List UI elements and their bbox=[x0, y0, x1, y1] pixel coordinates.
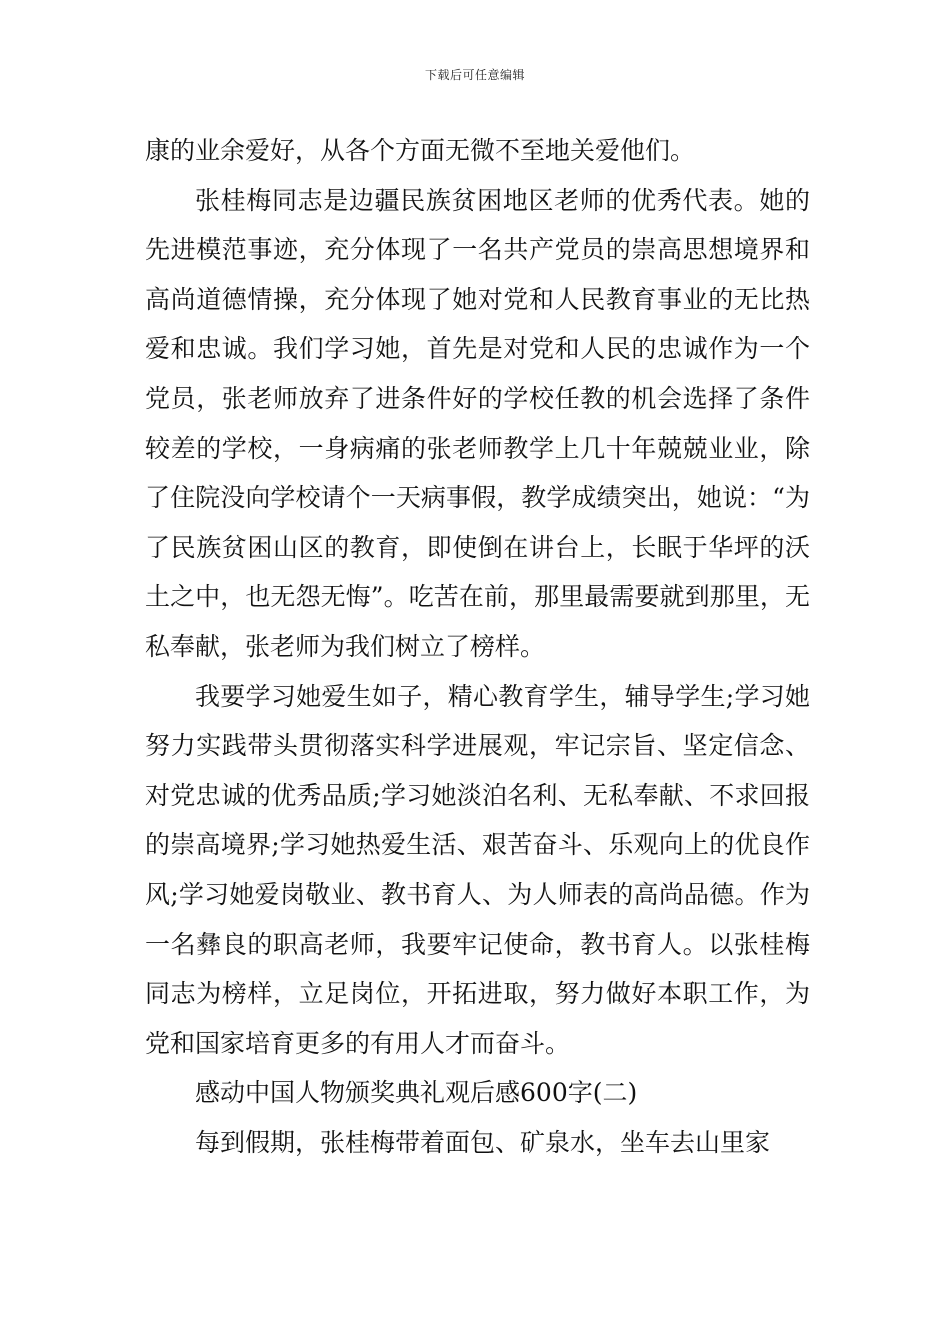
paragraph-3: 我要学习她爱生如子，精心教育学生，辅导学生;学习她努力实践带头贯彻落实科学进展观，牢记宗旨、坚定信念、对党忠诚的优秀品质;学习她淡泊名利、无私奉献、不求回报的崇高境界;学习她热爱生活、艰苦奋斗、乐观向上的优良作风;学习她爱岗敬业、教书育人、为人师表的高尚品德。作为一名彝良的职高老师，我要牢记使命，教书育人。以张桂梅同志为榜样，立足岗位，开拓进取，努力做好本职工作，为党和国家培育更多的有用人才而奋斗。 bbox=[145, 681, 810, 1058]
page-header: 下载后可任意编辑 bbox=[424, 68, 525, 82]
paragraph-4: 每到假期，张桂梅带着面包、矿泉水，坐车去山里家 bbox=[195, 1127, 771, 1157]
section-heading: 感动中国人物颁奖典礼观后感600字(二) bbox=[195, 1078, 638, 1108]
paragraph-2: 张桂梅同志是边疆民族贫困地区老师的优秀代表。她的先进模范事迹，充分体现了一名共产党员的崇高思想境界和高尚道德情操，充分体现了她对党和人民教育事业的无比热爱和忠诚。我们学习她，首先是对党和人民的忠诚作为一个党员，张老师放弃了进条件好的学校任教的机会选择了条件较差的学校，一身病痛的张老师教学上几十年兢兢业业，除了住院没向学校请个一天病事假，教学成绩突出，她说：“为了民族贫困山区的教育，即使倒在讲台上，长眠于华坪的沃土之中，也无怨无悔”。吃苦在前，那里最需要就到那里，无私奉献，张老师为我们树立了榜样。 bbox=[145, 185, 810, 661]
paragraph-1: 康的业余爱好，从各个方面无微不至地关爱他们。 bbox=[145, 136, 696, 165]
document-body bbox=[145, 126, 810, 1167]
